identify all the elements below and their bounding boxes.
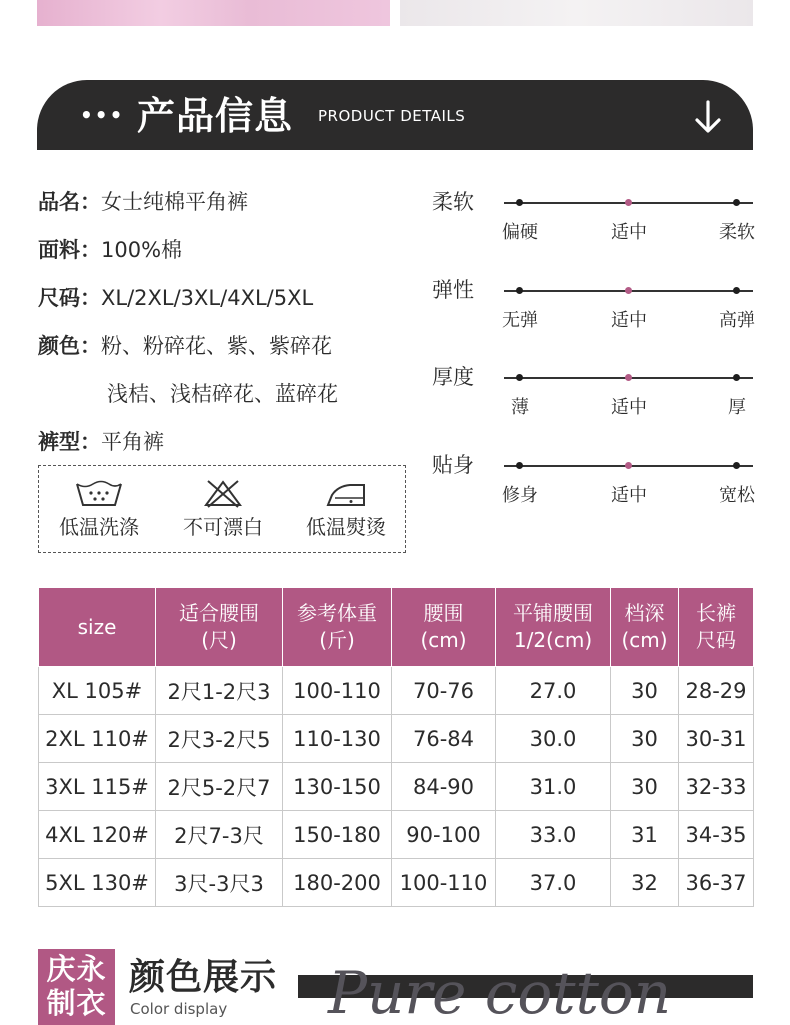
- table-row: [39, 715, 754, 763]
- info-value: 平角裤: [101, 430, 164, 454]
- scale-title: 柔软: [432, 190, 474, 214]
- scale-dot: [733, 374, 740, 381]
- header-line: 腰围: [423, 601, 464, 625]
- scale-dot: [516, 199, 523, 206]
- scale-label-left: 修身: [502, 485, 538, 506]
- info-label: 颜色：: [38, 334, 101, 358]
- table-cell: 30: [611, 763, 679, 811]
- header-line: (cm): [420, 628, 467, 652]
- header-line: 1/2(cm): [513, 628, 593, 652]
- header-line: 适合腰围: [179, 601, 259, 625]
- table-cell: 4XL 120#: [39, 811, 156, 859]
- table-cell: 37.0: [496, 859, 611, 907]
- table-cell: 110-130: [283, 715, 392, 763]
- table-cell: 2XL 110#: [39, 715, 156, 763]
- brand-logo: [38, 949, 115, 1025]
- info-label: 裤型：: [38, 430, 101, 454]
- no-bleach-icon: [198, 478, 248, 508]
- scale-dot-selected: [625, 462, 632, 469]
- info-label: 品名：: [38, 190, 101, 214]
- table-cell: 33.0: [496, 811, 611, 859]
- scale-dot-selected: [625, 374, 632, 381]
- scale-label-right: 高弹: [719, 310, 755, 331]
- table-cell: 30: [611, 715, 679, 763]
- care-instructions-box: [38, 465, 406, 553]
- table-header: [283, 588, 392, 667]
- table-cell: 84-90: [392, 763, 496, 811]
- table-cell: 90-100: [392, 811, 496, 859]
- scale-label-right: 宽松: [719, 485, 755, 506]
- scale-label-right: 厚: [728, 397, 746, 418]
- table-cell: 28-29: [679, 667, 754, 715]
- table-header: [611, 588, 679, 667]
- care-label: 低温洗涤: [59, 515, 139, 539]
- header-line: 平铺腰围: [513, 601, 593, 625]
- info-value: 100%棉: [101, 238, 183, 262]
- scale-label-mid: 适中: [611, 222, 647, 243]
- arrow-down-icon: [694, 100, 722, 134]
- table-cell: 2尺7-3尺: [156, 811, 283, 859]
- scale-dot-selected: [625, 287, 632, 294]
- header-line: (cm): [621, 628, 668, 652]
- table-row: [39, 811, 754, 859]
- scale-title: 贴身: [432, 453, 474, 477]
- color-display-title: 颜色展示: [129, 957, 278, 998]
- care-label: 低温熨烫: [306, 515, 386, 539]
- scale-dot: [733, 199, 740, 206]
- scale-dot: [733, 462, 740, 469]
- scale-dot: [733, 287, 740, 294]
- table-cell: 32-33: [679, 763, 754, 811]
- scale-dot: [516, 462, 523, 469]
- info-label: 尺码：: [38, 286, 101, 310]
- info-row-name: [38, 188, 248, 216]
- info-value: XL/2XL/3XL/4XL/5XL: [101, 286, 314, 310]
- info-value: 浅桔、浅桔碎花、蓝碎花: [107, 382, 338, 406]
- table-cell: 30.0: [496, 715, 611, 763]
- table-cell: 2尺3-2尺5: [156, 715, 283, 763]
- section-title: 产品信息: [137, 94, 294, 138]
- info-row-colors: [38, 332, 332, 360]
- table-cell: 70-76: [392, 667, 496, 715]
- scale-label-left: 无弹: [502, 310, 538, 331]
- header-dots: •••: [80, 103, 125, 127]
- table-cell: 2尺1-2尺3: [156, 667, 283, 715]
- table-cell: 27.0: [496, 667, 611, 715]
- info-row-colors-cont: [107, 380, 338, 408]
- scale-dot-selected: [625, 199, 632, 206]
- product-photo-left: [37, 0, 390, 26]
- table-header: [679, 588, 754, 667]
- scale-label-left: 偏硬: [502, 222, 538, 243]
- table-cell: 100-110: [392, 859, 496, 907]
- color-display-subtitle: Color display: [130, 1000, 228, 1018]
- brand-logo-line2: 制衣: [46, 986, 107, 1020]
- table-cell: 30-31: [679, 715, 754, 763]
- header-line: 长裤: [696, 601, 736, 625]
- table-cell: 31: [611, 811, 679, 859]
- table-cell: XL 105#: [39, 667, 156, 715]
- info-row-fabric: [38, 236, 182, 264]
- header-line: 尺码: [696, 628, 736, 652]
- table-header: [392, 588, 496, 667]
- brand-logo-line1: 庆永: [46, 952, 107, 986]
- info-label: 面料：: [38, 238, 101, 262]
- table-cell: 76-84: [392, 715, 496, 763]
- table-cell: 180-200: [283, 859, 392, 907]
- scale-label-right: 柔软: [719, 222, 755, 243]
- info-row-sizes: [38, 284, 313, 312]
- table-cell: 150-180: [283, 811, 392, 859]
- scale-label-mid: 适中: [611, 397, 647, 418]
- info-row-type: [38, 428, 164, 456]
- table-cell: 30: [611, 667, 679, 715]
- scale-title: 弹性: [432, 278, 474, 302]
- header-line: size: [77, 614, 117, 639]
- table-cell: 36-37: [679, 859, 754, 907]
- table-cell: 2尺5-2尺7: [156, 763, 283, 811]
- table-cell: 34-35: [679, 811, 754, 859]
- table-cell: 100-110: [283, 667, 392, 715]
- table-cell: 130-150: [283, 763, 392, 811]
- table-cell: 5XL 130#: [39, 859, 156, 907]
- table-row: [39, 667, 754, 715]
- scale-dot: [516, 287, 523, 294]
- scale-title: 厚度: [432, 365, 474, 389]
- low-temp-wash-icon: [74, 478, 124, 508]
- scale-label-mid: 适中: [611, 310, 647, 331]
- section-subtitle: PRODUCT DETAILS: [318, 107, 466, 125]
- scale-label-left: 薄: [511, 397, 529, 418]
- script-text-graphic: [298, 959, 753, 1025]
- script-text: Pure cotton: [328, 959, 672, 1025]
- header-line: 参考体重: [297, 601, 377, 625]
- header-line: (斤): [319, 628, 355, 652]
- scale-dot: [516, 374, 523, 381]
- care-label: 不可漂白: [183, 515, 263, 539]
- care-item-bleach: [173, 478, 273, 540]
- header-line: 档深: [624, 601, 665, 625]
- product-photo-right: [400, 0, 753, 26]
- table-header: [496, 588, 611, 667]
- info-value: 粉、粉碎花、紫、紫碎花: [101, 334, 332, 358]
- table-cell: 3尺-3尺3: [156, 859, 283, 907]
- care-item-wash: [49, 478, 149, 540]
- scale-label-mid: 适中: [611, 485, 647, 506]
- table-cell: 31.0: [496, 763, 611, 811]
- low-temp-iron-icon: [321, 478, 371, 508]
- care-item-iron: [291, 478, 401, 540]
- header-line: (尺): [201, 628, 237, 652]
- table-header-row: [39, 588, 754, 667]
- size-table: [38, 587, 754, 907]
- decorative-script-band: [298, 959, 753, 1025]
- info-value: 女士纯棉平角裤: [101, 190, 248, 214]
- table-row: [39, 859, 754, 907]
- table-cell: 32: [611, 859, 679, 907]
- table-header: [156, 588, 283, 667]
- table-row: [39, 763, 754, 811]
- table-header: [39, 588, 156, 667]
- table-cell: 3XL 115#: [39, 763, 156, 811]
